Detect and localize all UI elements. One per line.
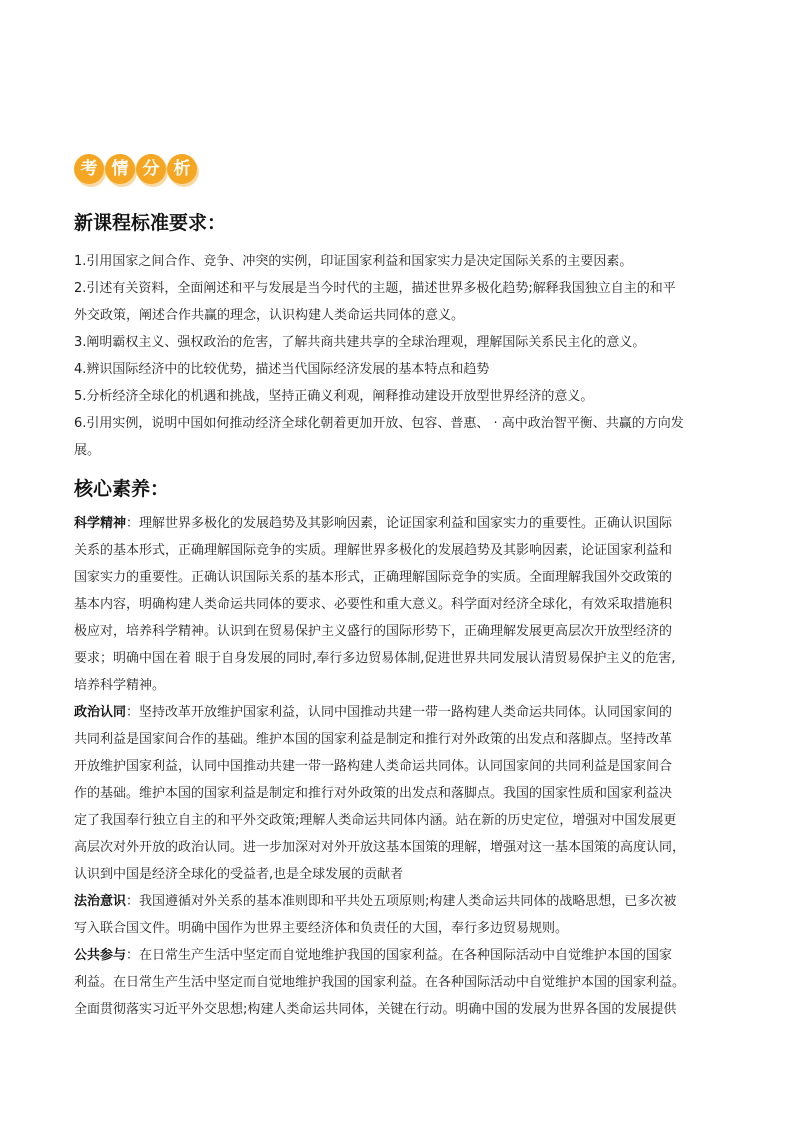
term-political-identity: 政治认同: [74, 705, 127, 720]
standard-item-6-cont: 展。: [74, 443, 101, 458]
political-identity-line: 作的基础。维护本国的国家利益是制定和推行对外政策的出发点和落脚点。我国的国家性质和国家利益决: [74, 786, 673, 801]
curriculum-standards-list: [74, 248, 722, 464]
standard-item-6: 6.引用实例，说明中国如何推动经济全球化朝着更加开放、包容、普惠、 · 高中政治智平衡、共赢的方向发: [74, 416, 684, 431]
term-public-participation: 公共参与: [74, 948, 127, 963]
badge-char: 析: [167, 154, 197, 184]
scientific-spirit-line: 要求；明确中国在着 眼于自身发展的同时,奉行多边贸易体制,促进世界共同发展认清贸易保护主义的危害,: [74, 651, 676, 666]
public-participation-line: 公共参与：在日常生产生活中坚定而自觉地维护我国的国家利益。在各种国际活动中自觉维护本国的国家: [74, 948, 673, 963]
scientific-spirit-line: 科学精神：理解世界多极化的发展趋势及其影响因素，论证国家利益和国家实力的重要性。正确认识国际: [74, 516, 673, 531]
section-title-core-literacy: 核心素养：: [74, 478, 170, 500]
core-literacy-body: [74, 510, 722, 1023]
scientific-spirit-line: 基本内容，明确构建人类命运共同体的要求、必要性和重大意义。科学面对经济全球化，有效采取措施积: [74, 597, 673, 612]
section-title-curriculum-standards: 新课程标准要求：: [74, 212, 227, 234]
public-participation-line: 全面贯彻落实习近平外交思想;构建人类命运共同体，关键在行动。明确中国的发展为世界各国的发展提供: [74, 1002, 677, 1017]
scientific-spirit-line: 极应对，培养科学精神。认识到在贸易保护主义盛行的国际形势下，正确理解发展更高层次开放型经济的: [74, 624, 673, 639]
badge-char: 分: [136, 154, 166, 184]
term-scientific-spirit: 科学精神: [74, 516, 127, 531]
term-rule-of-law: 法治意识: [74, 894, 127, 909]
political-identity-line: 认识到中国是经济全球化的受益者,也是全球发展的贡献者: [74, 867, 404, 882]
public-participation-line: 利益。在日常生产生活中坚定而自觉地维护我国的国家利益。在各种国际活动中自觉维护本国的国家利益。: [74, 975, 686, 990]
badge-char: 考: [74, 154, 104, 184]
political-identity-line: 共同利益是国家间合作的基础。维护本国的国家利益是制定和推行对外政策的出发点和落脚点。坚持改革: [74, 732, 673, 747]
exam-analysis-badge: [74, 152, 198, 186]
standard-item-4: 4.辨识国际经济中的比较优势，描述当代国际经济发展的基本特点和趋势: [74, 362, 490, 377]
standard-item-2-cont: 外交政策，阐述合作共赢的理念，认识构建人类命运共同体的意义。: [74, 308, 465, 323]
standard-item-5: 5.分析经济全球化的机遇和挑战，坚持正确义利观，阐释推动建设开放型世界经济的意义。: [74, 389, 594, 404]
scientific-spirit-line: 关系的基本形式，正确理解国际竞争的实质。理解世界多极化的发展趋势及其影响因素，论证国家利益和: [74, 543, 673, 558]
political-identity-line: 定了我国奉行独立自主的和平外交政策;理解人类命运共同体内涵。站在新的历史定位，增强对中国发展更: [74, 813, 677, 828]
scientific-spirit-line: 国家实力的重要性。正确认识国际关系的基本形式，正确理解国际竞争的实质。全面理解我国外交政策的: [74, 570, 673, 585]
scientific-spirit-line: 培养科学精神。: [74, 678, 166, 693]
standard-item-2: 2.引述有关资料，全面阐述和平与发展是当今时代的主题，描述世界多极化趋势;解释我国独立自主的和平: [74, 281, 676, 296]
political-identity-line: 开放维护国家利益，认同中国推动共建一带一路构建人类命运共同体。认同国家间的共同利益是国家间合: [74, 759, 673, 774]
political-identity-line: 高层次对外开放的政治认同。进一步加深对对外开放这基本国策的理解，增强对这一基本国策的高度认同，: [74, 840, 686, 855]
standard-item-3: 3.阐明霸权主义、强权政治的危害，了解共商共建共享的全球治理观，理解国际关系民主化的意义。: [74, 335, 646, 350]
standard-item-1: 1.引用国家之间合作、竞争、冲突的实例，印证国家利益和国家实力是决定国际关系的主要因素。: [74, 254, 633, 269]
badge-char: 情: [105, 154, 135, 184]
political-identity-line: 政治认同：坚持改革开放维护国家利益，认同中国推动共建一带一路构建人类命运共同体。认同国家间的: [74, 705, 673, 720]
rule-of-law-line: 写入联合国文件。明确中国作为世界主要经济体和负责任的大国，奉行多边贸易规则。: [74, 921, 569, 936]
rule-of-law-line: 法治意识：我国遵循对外关系的基本准则即和平共处五项原则;构建人类命运共同体的战略思想，已多次被: [74, 894, 677, 909]
